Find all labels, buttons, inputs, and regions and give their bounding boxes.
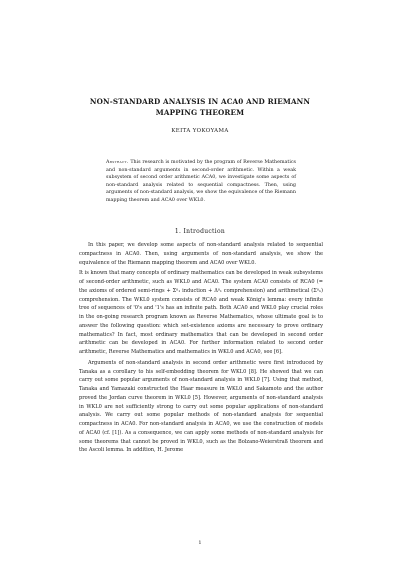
body-text — [79, 241, 323, 457]
section-heading: 1. Introduction — [174, 228, 226, 235]
paragraph: In this paper, we develop some aspects of non-standard analysis related to sequential compactness in ACA0. Then, using arguments of non-standard analysis, we show the equivalence of the Riemann mapping theorem and ACA0 over WKL0. — [79, 242, 323, 266]
abstract-heading: Abstract. — [106, 160, 129, 165]
abstract-text: This research is motivated by the program of Reverse Mathematics and non-standard arguments in second-order arithmetic. Within a weak subsystem of second order arithmetic ACA0, we investigate some aspects of non-standard analysis related to sequential compactness. Then, using arguments of non-standard analysis, we show the equivalence of the Riemann mapping theorem and ACA0 over WKL0. — [106, 160, 296, 203]
paragraph: It is known that many concepts of ordinary mathematics can be developed in weak subsystems of second-order arithmetic, such as WKL0 and ACA0. The system ACA0 consists of RCA0 (= the axioms of ordered semi-rings + Σ⁰₁ induction + Δ⁰₁ comprehension) and arithmetical (Σ⁰ₙ) comprehension. The WKL0 system consists of RCA0 and weak König's lemma: every infinite tree of sequences of '0's and '1's has an infinite path. Both ACA0 and WKL0 play crucial roles in the on-going research program known as Reverse Mathematics, whose ultimate goal is to answer the following question: which set-existence axioms are necessary to prove ordinary mathematics? In fact, most ordinary mathematics that can be developed in second order arithmetic can be developed in ACA0. For further information related to second order arithmetic, Reverse Mathematics and mathematics in WKL0 and ACA0, see [6]. — [79, 270, 323, 355]
paper-title: NON-STANDARD ANALYSIS IN ACA0 AND RIEMANN MAPPING THEOREM — [89, 97, 311, 117]
paragraph: Arguments of non-standard analysis in second order arithmetic were first introduced by Tanaka as a corollary to his self-embedding theorem for WKL0 [8]. He showed that we can carry out some popular arguments of non-standard analysis in WKL0 [7]. Using that method, Tanaka and Yamazaki constructed the Haar measure in WKL0 and Sakamoto and the author proved the Jordan curve theorem in WKL0 [5]. However, arguments of non-standard analysis in WKL0 are not sufficiently strong to carry out some popular applications of non-standard analysis. We carry out some popular methods of non-standard analysis for sequential compactness in ACA0. For non-standard analysis in ACA0, we use the construction of models of ACA0 (cf. [1]). As a consequence, we can apply some methods of non-standard analysis for some theorems that cannot be proved in WKL0, such as the Bolzano-Weierstraß theorem and the Ascoli lemma. In addition, H. Jerome — [79, 359, 323, 454]
abstract-block — [106, 159, 296, 204]
author-name: KEITA YOKOYAMA — [171, 128, 229, 134]
page-number: 1 — [198, 540, 202, 546]
